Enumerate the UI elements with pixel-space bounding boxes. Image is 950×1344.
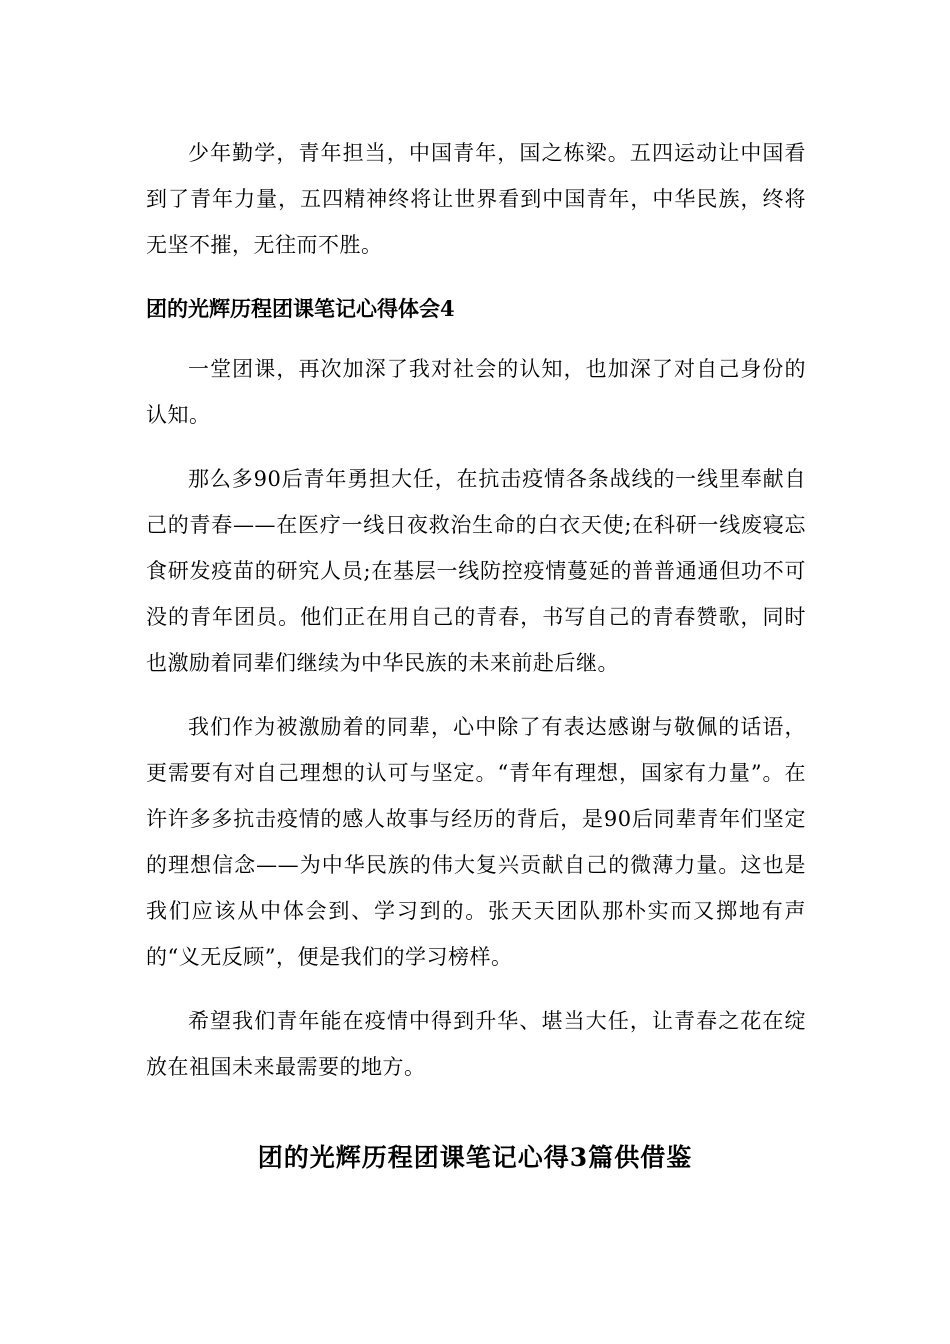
document-body [146, 130, 806, 1108]
paragraph: 我们作为被激励着的同辈，心中除了有表达感谢与敬佩的话语，更需要有对自己理想的认可与坚定。“青年有理想，国家有力量”。在许许多多抗击疫情的感人故事与经历的背后，是90后同辈青年们坚定的理想信念——为中华民族的伟大复兴贡献自己的微薄力量。这也是我们应该从中体会到、学习到的。张天天团队那朴实而又掷地有声的“义无反顾”，便是我们的学习榜样。 [146, 715, 806, 969]
paragraph: 一堂团课，再次加深了我对社会的认知，也加深了对自己身份的认知。 [146, 357, 806, 427]
paragraph: 少年勤学，青年担当，中国青年，国之栋梁。五四运动让中国看到了青年力量，五四精神终将让世界看到中国青年，中华民族，终将无坚不摧，无往而不胜。 [146, 141, 806, 257]
section-heading: 团的光辉历程团课笔记心得体会4 [146, 296, 455, 321]
paragraph: 希望我们青年能在疫情中得到升华、堪当大任，让青春之花在绽放在祖国未来最需要的地方。 [146, 1009, 806, 1079]
paragraph: 那么多90后青年勇担大任，在抗击疫情各条战线的一线里奉献自己的青春——在医疗一线日夜救治生命的白衣天使;在科研一线废寝忘食研发疫苗的研究人员;在基层一线防控疫情蔓延的普普通通但功不可没的青年团员。他们正在用自己的青春，书写自己的青春赞歌，同时也激励着同辈们继续为中华民族的未来前赴后继。 [146, 467, 806, 675]
document-title: 团的光辉历程团课笔记心得3篇供借鉴 [257, 1143, 693, 1172]
